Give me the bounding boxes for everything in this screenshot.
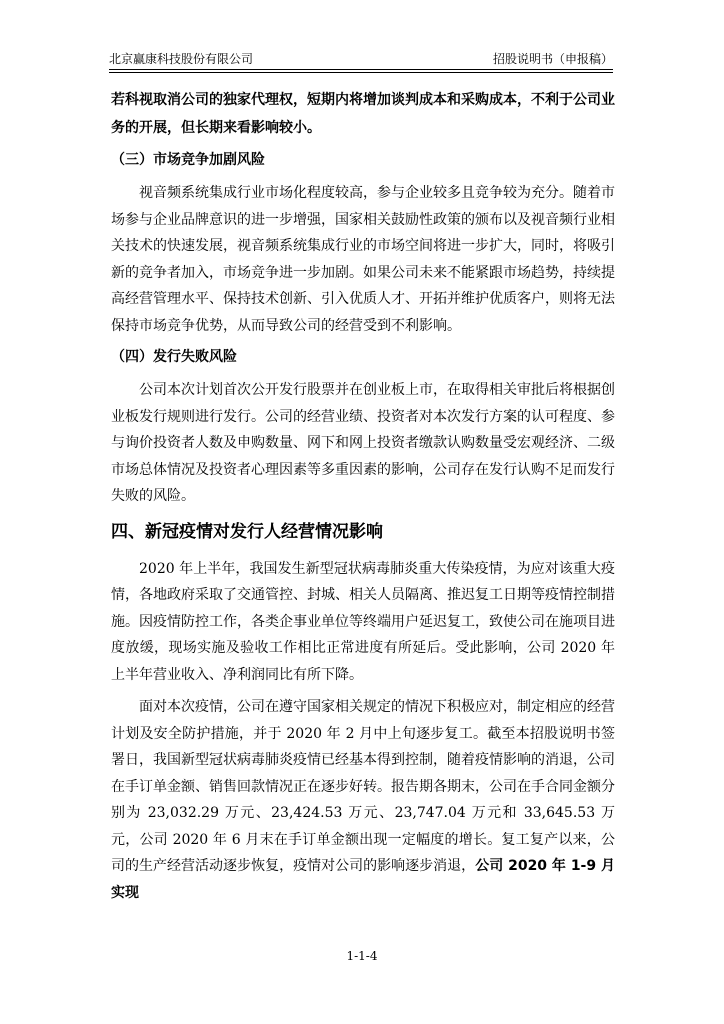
covid-impact-paragraph-2-bold: 公司 2020 年 1-9 月实现 <box>111 858 615 901</box>
covid-impact-heading: 四、新冠疫情对发行人经营情况影响 <box>111 521 383 542</box>
covid-impact-paragraph-2-text: 面对本次疫情，公司在遵守国家相关规定的情况下积极应对，制定相应的经营计划及安全防护措施，并于 2020 年 2 月中上旬逐步复工。截至本招股说明书签署日，我国新型冠状病毒肺炎疫情已经基本得到控制，随着疫情影响的消退，公司在手订单金额、销售回款情况正在逐步好转。报告期各期末，公司在手合同金额分别为 23,032.29 万元、23,424.53 万元、23,747.04 万元和 33,645.53 万元，公司 2020 年 6 月末在手订单金额出现一定幅度的增长。复工复产以来，公司的生产经营活动逐步恢复，疫情对公司的影响逐步消退， <box>111 699 615 874</box>
section-market-competition-paragraph: 视音频系统集成行业市场化程度较高，参与企业较多且竞争较为充分。随着市场参与企业品牌意识的进一步增强，国家相关鼓励性政策的颁布以及视音频行业相关技术的快速发展，视音频系统集成行业的市场空间将进一步扩大，同时，将吸引新的竞争者加入，市场竞争进一步加剧。如果公司未来不能紧跟市场趋势，持续提高经营管理水平、保持技术创新、引入优质人才、开拓并维护优质客户，则将无法保持市场竞争优势，从而导致公司的经营受到不利影响。 <box>111 185 615 334</box>
page-content <box>111 86 615 906</box>
header-doc-title: 招股说明书（申报稿） <box>492 52 613 66</box>
header-divider <box>109 72 613 73</box>
page-number: 1-1-4 <box>346 949 378 963</box>
header-company: 北京赢康科技股份有限公司 <box>109 52 254 66</box>
covid-impact-paragraph-2 <box>111 694 615 906</box>
intro-bold-paragraph: 若科视取消公司的独家代理权，短期内将增加谈判成本和采购成本，不利于公司业务的开展，但长期来看影响较小。 <box>111 92 615 136</box>
section-issuance-failure-heading: （四）发行失败风险 <box>111 349 237 365</box>
covid-impact-paragraph-1: 2020 年上半年，我国发生新型冠状病毒肺炎重大传染疫情，为应对该重大疫情，各地政府采取了交通管控、封城、相关人员隔离、推迟复工日期等疫情控制措施。因疫情防控工作，各类企事业单位等终端用户延迟复工，致使公司在施项目进度放缓，现场实施及验收工作相比正常进度有所延后。受此影响，公司 2020 年上半年营业收入、净利润同比有所下降。 <box>111 560 615 683</box>
section-issuance-failure-paragraph: 公司本次计划首次公开发行股票并在创业板上市，在取得相关审批后将根据创业板发行规则进行发行。公司的经营业绩、投资者对本次发行方案的认可程度、参与询价投资者人数及申购数量、网下和网上投资者缴款认购数量受宏观经济、二级市场总体情况及投资者心理因素等多重因素的影响，公司存在发行认购不足而发行失败的风险。 <box>111 382 615 504</box>
section-market-competition-heading: （三）市场竞争加剧风险 <box>111 152 265 168</box>
page-header <box>109 50 613 70</box>
